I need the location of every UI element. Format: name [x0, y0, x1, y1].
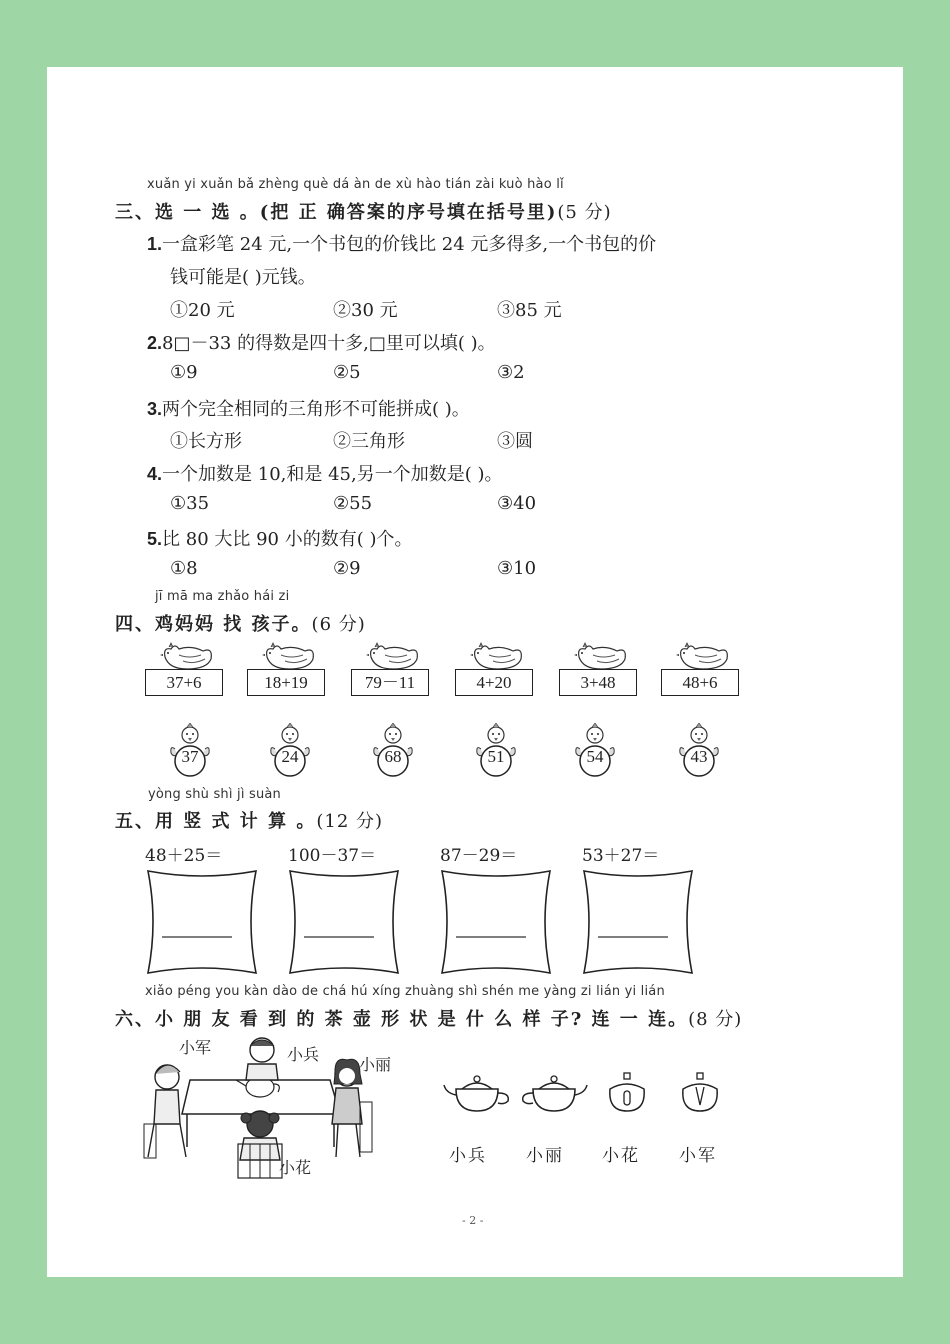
option[interactable]: ②30 元 [333, 300, 398, 321]
chick[interactable] [372, 723, 414, 783]
page-number: - 2 - [462, 1214, 484, 1227]
hen-equation-box[interactable]: 3+48 [559, 669, 637, 696]
teapot-label: 小丽 [526, 1146, 564, 1166]
question-number: 5. [147, 529, 163, 549]
section4-heading [115, 610, 366, 636]
section4-score: (6 分) [311, 614, 366, 635]
question-3 [147, 395, 470, 421]
hen-equation-box[interactable]: 4+20 [455, 669, 533, 696]
question-4 [147, 460, 502, 486]
chick[interactable] [169, 723, 211, 783]
section4-pinyin: jī mā ma zhǎo hái zi [155, 589, 290, 604]
question-number: 1. [147, 234, 163, 254]
question-1-line2: 钱可能是( )元钱。 [170, 267, 316, 288]
chick[interactable] [678, 723, 720, 783]
option[interactable]: ①8 [170, 558, 198, 579]
answer-box-2[interactable] [284, 865, 404, 979]
section6-pinyin: xiǎo péng you kàn dào de chá hú xíng zhuàng shì shén me yàng zi lián yi lián [145, 984, 665, 999]
option[interactable]: ①35 [170, 493, 210, 514]
section5-pinyin: yòng shù shì jì suàn [148, 787, 281, 802]
calc-problem: 48＋25＝ [145, 846, 223, 866]
question-number: 4. [147, 464, 163, 484]
teapot-side-view-icon[interactable] [442, 1067, 512, 1117]
section5-score: (12 分) [316, 811, 384, 832]
option[interactable]: ①20 元 [170, 300, 235, 321]
children-table-illustration [142, 1032, 382, 1182]
teapot-handle-front-icon[interactable] [602, 1067, 652, 1117]
question-text: 比 80 大比 90 小的数有( )个。 [162, 529, 413, 550]
chick-number: 24 [281, 747, 299, 766]
question-2 [147, 329, 496, 355]
teapot-label: 小军 [679, 1146, 717, 1166]
section3-pinyin: xuǎn yi xuǎn bǎ zhèng què dá àn de xù hào tián zài kuò hào lǐ [147, 177, 564, 192]
kid-name-xiaojun: 小军 [179, 1038, 212, 1057]
teapot-label: 小花 [602, 1146, 640, 1166]
option[interactable]: ①9 [170, 362, 198, 383]
section6-score: (8 分) [688, 1009, 743, 1030]
section3-score: (5 分) [557, 202, 612, 223]
question-text: 一盒彩笔 24 元,一个书包的价钱比 24 元多得多,一个书包的价 [162, 234, 657, 255]
chick[interactable] [269, 723, 311, 783]
worksheet-page [47, 67, 903, 1277]
hen-icon [363, 641, 423, 671]
answer-box-1[interactable] [142, 865, 262, 979]
option[interactable]: ③圆 [497, 431, 533, 452]
question-1 [147, 230, 656, 256]
question-number: 2. [147, 333, 163, 353]
option[interactable]: ②55 [333, 493, 373, 514]
question-text: 8□－33 的得数是四十多,□里可以填( )。 [162, 333, 496, 354]
teapot-label: 小兵 [449, 1146, 487, 1166]
question-text: 一个加数是 10,和是 45,另一个加数是( )。 [162, 464, 503, 485]
question-number: 3. [147, 399, 163, 419]
chick-number: 54 [586, 747, 604, 766]
hen-icon [467, 641, 527, 671]
question-5 [147, 525, 412, 551]
kid-name-xiaoli: 小丽 [359, 1055, 392, 1074]
question-text: 两个完全相同的三角形不可能拼成( )。 [162, 399, 470, 420]
section5-title: 五、用 竖 式 计 算 。 [115, 811, 317, 832]
chick-number: 68 [384, 747, 402, 766]
chick-number: 51 [487, 747, 505, 766]
hen-equation-box[interactable]: 48+6 [661, 669, 739, 696]
option[interactable]: ③2 [497, 362, 525, 383]
answer-box-3[interactable] [436, 865, 556, 979]
option[interactable]: ②9 [333, 558, 361, 579]
teapot-side-view-2-icon[interactable] [519, 1067, 589, 1117]
section6-heading [115, 1005, 742, 1031]
hen-equation-box[interactable]: 37+6 [145, 669, 223, 696]
hen-equation-box[interactable]: 18+19 [247, 669, 325, 696]
section3-heading [115, 198, 612, 224]
chick[interactable] [475, 723, 517, 783]
chick-number: 37 [181, 747, 199, 766]
hen-icon [157, 641, 217, 671]
calc-problem: 100－37＝ [288, 846, 377, 866]
option[interactable]: ③10 [497, 558, 537, 579]
option[interactable]: ②5 [333, 362, 361, 383]
option[interactable]: ③40 [497, 493, 537, 514]
calc-problem: 53＋27＝ [582, 846, 660, 866]
hen-icon [571, 641, 631, 671]
hen-equation-box[interactable]: 79－11 [351, 669, 429, 696]
hen-icon [673, 641, 733, 671]
kid-name-xiaohua: 小花 [279, 1158, 312, 1177]
teapot-spout-front-icon[interactable] [675, 1067, 725, 1117]
calc-problem: 87－29＝ [440, 846, 518, 866]
option[interactable]: ②三角形 [333, 431, 405, 452]
option[interactable]: ③85 元 [497, 300, 562, 321]
hen-icon [259, 641, 319, 671]
option[interactable]: ①长方形 [170, 431, 242, 452]
section6-title: 六、小 朋 友 看 到 的 茶 壶 形 状 是 什 么 样 子? 连 一 连。 [115, 1009, 689, 1030]
kid-name-xiaobing: 小兵 [287, 1045, 320, 1064]
section3-title: 三、选 一 选 。(把 正 确答案的序号填在括号里) [115, 202, 558, 223]
section5-heading [115, 807, 383, 833]
chick[interactable] [574, 723, 616, 783]
chick-number: 43 [690, 747, 708, 766]
answer-box-4[interactable] [578, 865, 698, 979]
section4-title: 四、鸡妈妈 找 孩子。 [115, 614, 312, 635]
